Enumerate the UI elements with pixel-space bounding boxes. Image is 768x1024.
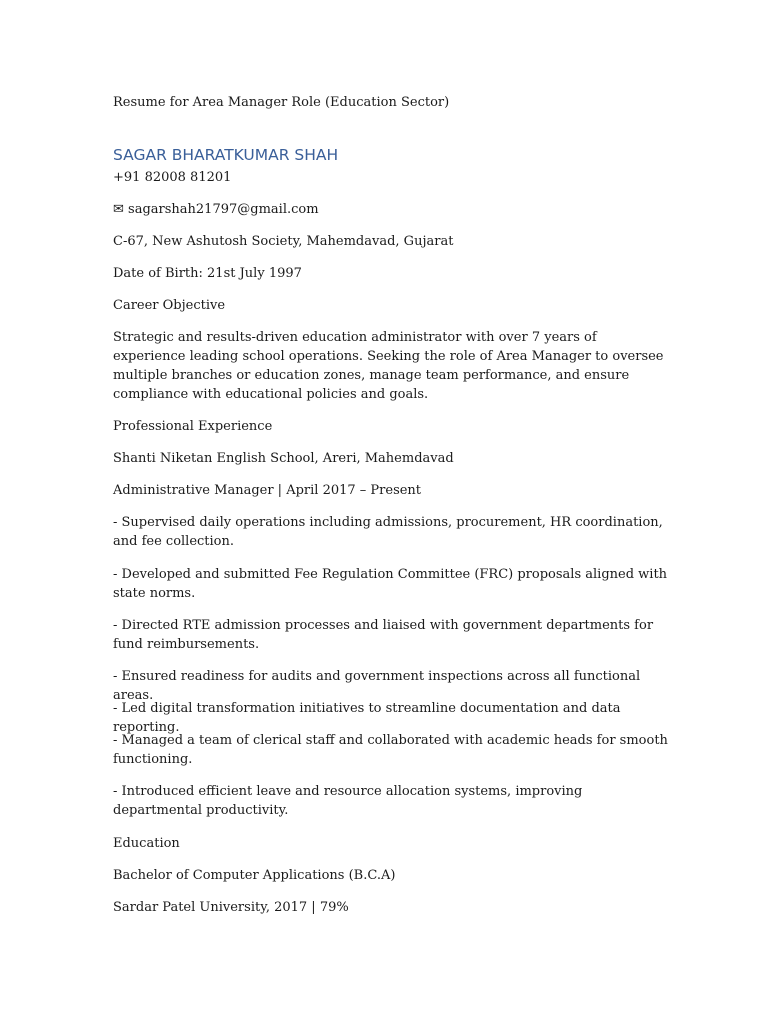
date-of-birth: Date of Birth: 21st July 1997 bbox=[113, 266, 302, 281]
degree-name: Bachelor of Computer Applications (B.C.A) bbox=[113, 868, 396, 883]
candidate-name: SAGAR BHARATKUMAR SHAH bbox=[113, 146, 339, 164]
experience-bullet: - Directed RTE admission processes and liaised with government departments for fund reimbursements. bbox=[113, 618, 654, 652]
experience-bullet: - Developed and submitted Fee Regulation Committee (FRC) proposals aligned with state norms. bbox=[113, 567, 668, 601]
postal-address: C-67, New Ashutosh Society, Mahemdavad, Gujarat bbox=[113, 234, 454, 249]
job-role: Administrative Manager | April 2017 – Present bbox=[113, 483, 422, 498]
experience-bullet: - Supervised daily operations including admissions, procurement, HR coordination, and fee collection. bbox=[113, 515, 663, 549]
career-objective-heading: Career Objective bbox=[113, 298, 226, 313]
education-heading: Education bbox=[113, 836, 180, 851]
phone-number: +91 82008 81201 bbox=[113, 170, 232, 185]
experience-heading: Professional Experience bbox=[113, 419, 273, 434]
experience-bullet: - Ensured readiness for audits and government inspections across all functional areas. bbox=[113, 669, 641, 703]
institution-details: Sardar Patel University, 2017 | 79% bbox=[113, 900, 349, 915]
experience-bullet: - Introduced efficient leave and resource allocation systems, improving departmental productivity. bbox=[113, 784, 583, 818]
experience-bullet: - Led digital transformation initiatives to streamline documentation and data reporting. bbox=[113, 701, 621, 735]
document-title: Resume for Area Manager Role (Education Sector) bbox=[113, 95, 450, 110]
email-address: ✉ sagarshah21797@gmail.com bbox=[113, 202, 319, 217]
experience-bullet: - Managed a team of clerical staff and collaborated with academic heads for smooth functioning. bbox=[113, 733, 668, 767]
employer-name: Shanti Niketan English School, Areri, Mahemdavad bbox=[113, 451, 454, 466]
career-objective-text: Strategic and results-driven education administrator with over 7 years of experience leading school operations. Seeking the role of Area Manager to oversee multiple branches or education zones, manage team performance, and ensure compliance with educational policies and goals. bbox=[113, 330, 664, 402]
